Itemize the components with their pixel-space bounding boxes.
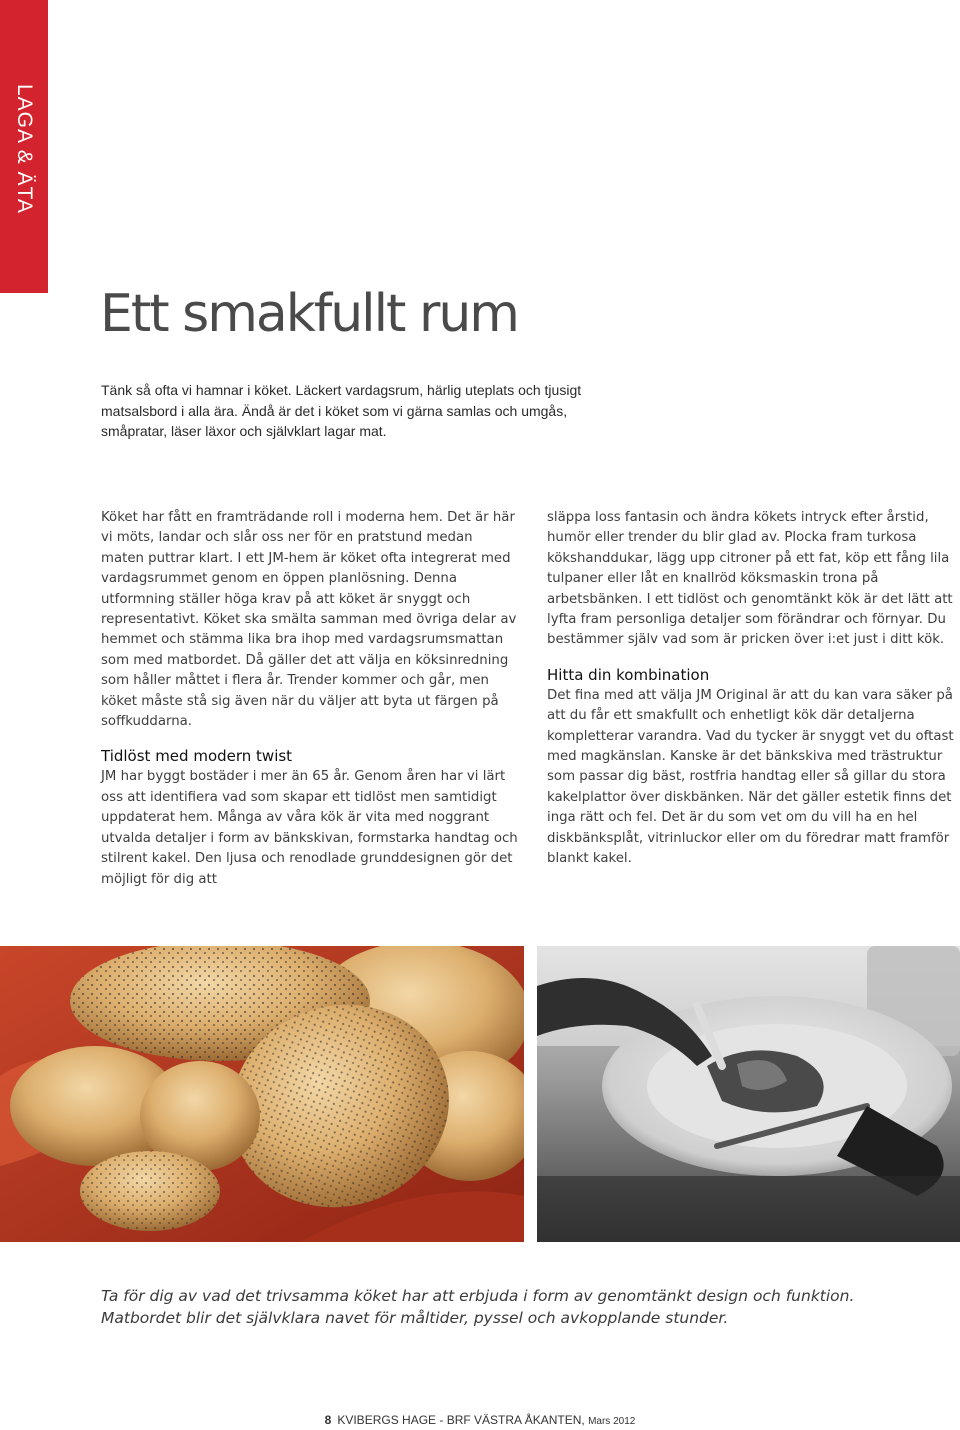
caption-line: Ta för dig av vad det trivsamma köket har att erbjuda i form av genomtänkt design och funktion. (101, 1287, 855, 1305)
caption-line: Matbordet blir det självklara navet för måltider, pyssel och avkopplande stunder. (101, 1309, 729, 1327)
bread-basket-image (0, 946, 524, 1242)
section-tab-label: LAGA & ÄTA (13, 84, 36, 214)
section-tab (0, 0, 48, 293)
right-column (547, 508, 957, 870)
publication-date: Mars 2012 (588, 1416, 636, 1427)
bread-basket-photo (0, 946, 524, 1242)
body-paragraph: JM har byggt bostäder i mer än 65 år. Genom åren har vi lärt oss att identifiera vad som skapar ett tidlöst men samtidigt uppdaterat hem. Många av våra kök är vita med noggrant utvalda detaljer i form av bänkskivan, formstarka handtag och stilrent kakel. Den ljusa och renodlade grunddesignen gör det möjligt för dig att (101, 769, 518, 887)
intro-paragraph: Tänk så ofta vi hamnar i köket. Läckert vardagsrum, härlig uteplats och tjusigt matsalsbord i alla ära. Ändå är det i köket som vi gärna samlas och umgås, småpratar, läser läxor och självklart lagar mat. (101, 382, 582, 439)
subheading: Hitta din kombination (547, 665, 710, 684)
left-column (101, 508, 519, 890)
dinner-plate-image (537, 946, 960, 1242)
subheading: Tidlöst med modern twist (101, 747, 293, 766)
body-paragraph: Köket har fått en framträdande roll i moderna hem. Det är här vi möts, landar och slår oss ner för en pratstund medan maten puttrar klart. I ett JM-hem är köket ofta integrerat med vardagsrummet genom en öppen planlösning. Denna utformning ställer höga krav på att köket är snyggt och representativt. Köket ska smälta samman med övriga delar av hemmet och stämma lika bra ihop med vardagsrumsmattan som med matbordet. Då gäller det att välja en köksinredning som håller måttet i flera år. Trender kommer och går, men köket måste stå sig även när du väljer att byta ut färgen på soffkuddarna. (101, 510, 517, 730)
body-paragraph: släppa loss fantasin och ändra kökets intryck efter årstid, humör eller trender du blir glad av. Plocka fram turkosa kökshanddukar, lägg upp citroner på ett fat, köp ett fång lila tulpaner eller låt en knallröd köksmaskin trona på arbetsbänken. I ett tidlöst och genomtänkt kök är det lätt att lyfta fram personliga detaljer som förändrar och förnyar. Du bestämmer själv vad som är pricken över i:et just i ditt kök. (547, 510, 953, 648)
page-footer (0, 1413, 960, 1427)
page-number: 8 (324, 1413, 332, 1427)
body-paragraph: Det fina med att välja JM Original är att du kan vara säker på att du får ett smakfullt och enhetligt kök där detaljerna kompletterar varandra. Vad du tycker är snyggt vet du oftast med magkänslan. Kanske är det bänkskiva med trästruktur som passar dig bäst, rostfria handtag eller så gillar du stora kakelplattor över diskbänken. När det gäller estetik finns det inga rätt och fel. Det är du som vet om du vill ha en hel diskbänksplåt, vitrinluckor eller om du föredrar matt framför blankt kakel. (547, 687, 954, 867)
photo-caption (101, 1285, 941, 1329)
dinner-plate-photo (537, 946, 960, 1242)
publication-name: KVIBERGS HAGE - BRF VÄSTRA ÅKANTEN, (337, 1413, 585, 1427)
page-title: Ett smakfullt rum (100, 284, 518, 344)
